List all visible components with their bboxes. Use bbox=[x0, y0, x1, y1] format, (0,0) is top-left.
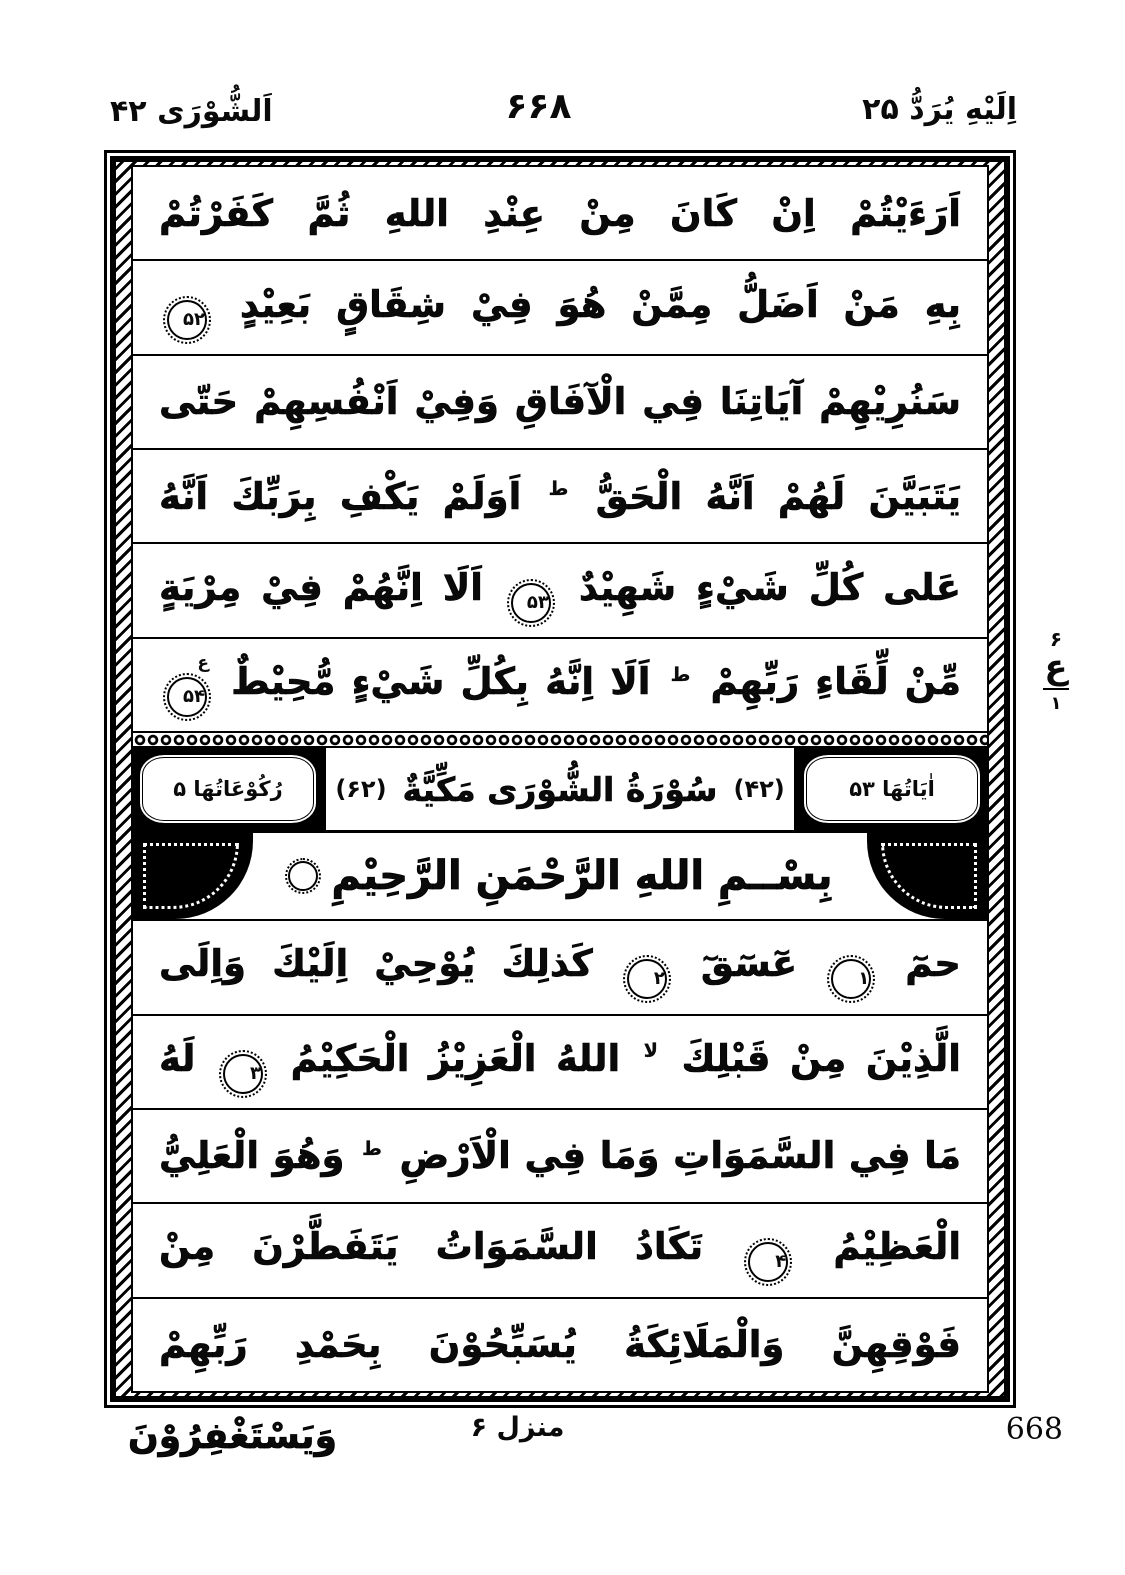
pause-mark: لا bbox=[643, 1040, 658, 1063]
ayah-text-segment: حمٓ bbox=[905, 942, 961, 986]
floral-corner-ornament bbox=[867, 833, 987, 919]
surah-title-panel bbox=[323, 748, 797, 830]
ayah-end-rosette: ۳ bbox=[223, 1054, 263, 1094]
ayah-text-segment: مَا فِي السَّمَوَاتِ وَمَا فِي الْاَرْضِ bbox=[399, 1134, 961, 1178]
ayah-line-row bbox=[133, 1204, 987, 1298]
text-block bbox=[131, 165, 989, 1393]
ayah-text-segment: وَهُوَ الْعَلِيُّ bbox=[159, 1134, 345, 1178]
ayah-text-segment: الْعَظِيْمُ bbox=[833, 1225, 961, 1269]
ruku-number-top: ۶ bbox=[1049, 627, 1063, 651]
page-number-arabic: ۶۶۸ bbox=[505, 86, 572, 127]
ayah-text bbox=[133, 1316, 987, 1373]
ayah-text bbox=[133, 373, 987, 430]
ayah-line-row bbox=[133, 544, 987, 638]
ayah-text-segment: لَهُ bbox=[159, 1036, 196, 1080]
rosette-number: ۵۴ bbox=[183, 685, 205, 707]
ruku-number-bottom: ۱ bbox=[1050, 693, 1062, 714]
surah-title: سُوْرَةُ الشُّوْرَى مَكِّيَّةٌ bbox=[402, 769, 718, 809]
ayah-text bbox=[133, 1030, 987, 1094]
ayah-text-segment: اَلَا اِنَّهُ بِكُلِّ شَيْءٍ مُّحِيْطٌ bbox=[231, 659, 651, 703]
ayah-line-row bbox=[133, 639, 987, 733]
pause-mark: ط bbox=[670, 663, 691, 686]
ayah-text-segment: فَوْقِهِنَّ وَالْمَلَائِكَةُ يُسَبِّحُوْنَ بِحَمْدِ رَبِّهِمْ bbox=[159, 1323, 961, 1367]
ayah-end-rosette-with-ruku bbox=[167, 652, 209, 717]
ayah-line-row bbox=[133, 167, 987, 261]
ayah-text-segment: الَّذِيْنَ مِنْ قَبْلِكَ bbox=[681, 1036, 961, 1080]
ayah-text-segment: اَوَلَمْ يَكْفِ بِرَبِّكَ اَنَّهُ bbox=[159, 474, 522, 518]
ayah-text bbox=[133, 1127, 987, 1184]
ayah-text bbox=[133, 276, 987, 340]
surah-number: (۴۲) bbox=[733, 775, 785, 804]
ayah-line-row bbox=[133, 356, 987, 450]
pause-mark: ط bbox=[362, 1138, 382, 1161]
bismillah-text bbox=[253, 833, 867, 919]
ayah-text bbox=[133, 653, 987, 717]
ayah-text-segment: كَذلِكَ يُوْحِيْ اِلَيْكَ وَاِلَى bbox=[159, 942, 593, 986]
ayah-line-row bbox=[133, 1110, 987, 1204]
margin-ruku-marker bbox=[1028, 628, 1084, 714]
pause-mark: ط bbox=[548, 478, 569, 501]
ayah-rosette-icon bbox=[288, 861, 318, 891]
ayah-text-segment: عٓسٓقٓ bbox=[700, 942, 798, 986]
ayah-text-segment: اَرَءَيْتُمْ اِنْ كَانَ مِنْ عِنْدِ اللهِ ثُمَّ كَفَرْتُمْ bbox=[159, 191, 961, 235]
ruku-ain-mark: ع bbox=[197, 652, 209, 673]
bismillah-band bbox=[133, 833, 987, 921]
revelation-order-number: (۶۲) bbox=[335, 775, 387, 804]
ayah-text bbox=[133, 935, 987, 999]
ayah-end-rosette: ۲ bbox=[627, 959, 667, 999]
floral-corner-ornament bbox=[133, 833, 253, 919]
rukuat-count-cartouche bbox=[133, 748, 323, 830]
bead-chain-ornament bbox=[133, 733, 987, 748]
ayah-text-segment: اللهُ الْعَزِيْزُ الْحَكِيْمُ bbox=[290, 1036, 621, 1080]
catchword: وَيَسْتَغْفِرُوْنَ bbox=[128, 1416, 337, 1457]
ayah-text-segment: سَنُرِيْهِمْ آيَاتِنَا فِي الْآفَاقِ وَفِيْ اَنْفُسِهِمْ حَتّى bbox=[159, 380, 961, 424]
ayah-text bbox=[133, 559, 987, 623]
running-head bbox=[60, 86, 1017, 144]
ayah-text-segment: اَلَا اِنَّهُمْ فِيْ مِرْيَةٍ bbox=[159, 565, 483, 609]
ayah-text-segment: بِهِ مَنْ اَضَلُّ مِمَّنْ هُوَ فِيْ شِقَاقٍ بَعِيْدٍ bbox=[239, 282, 961, 326]
frame-scroll-border bbox=[110, 156, 1010, 1402]
ayah-text-segment: يَتَبَيَّنَ لَهُمْ اَنَّهُ الْحَقُّ bbox=[595, 474, 961, 518]
ayah-end-rosette: ۵۲ bbox=[167, 300, 207, 340]
surah-band-cells bbox=[133, 748, 987, 830]
ayat-count-label: اٰيَاتُهَا ۵۳ bbox=[802, 753, 982, 825]
bismillah: بِسْــمِ اللهِ الرَّحْمَنِ الرَّحِيْمِ bbox=[331, 853, 833, 900]
surah-name-label: اَلشُّوْرَى ۴۲ bbox=[110, 94, 273, 129]
ayah-text-segment: مِّنْ لِّقَاءِ رَبِّهِمْ bbox=[710, 659, 961, 703]
ayah-text bbox=[133, 185, 987, 242]
manzil-label: منزل ۶ bbox=[470, 1412, 565, 1443]
juz-name-label: اِلَيْهِ يُرَدُّ ۲۵ bbox=[862, 92, 1017, 127]
ornamental-frame bbox=[104, 150, 1016, 1408]
ruku-divider-line bbox=[1043, 688, 1069, 690]
ayah-line-row bbox=[133, 1299, 987, 1391]
ayah-line-row bbox=[133, 450, 987, 544]
ayah-end-rosette: ۱ bbox=[831, 959, 871, 999]
ayat-count-cartouche bbox=[797, 748, 987, 830]
ruku-ain-glyph: ع bbox=[1044, 647, 1068, 687]
ayah-end-rosette: ۴ bbox=[748, 1242, 788, 1282]
ayah-line-row bbox=[133, 1016, 987, 1110]
ayah-end-rosette: ۵۳ bbox=[511, 583, 551, 623]
ayah-line-row bbox=[133, 261, 987, 355]
ayah-text bbox=[133, 468, 987, 525]
page-number: 668 bbox=[1005, 1412, 1063, 1447]
ayah-text bbox=[133, 1218, 987, 1282]
ayah-text-segment: عَلى كُلِّ شَيْءٍ شَهِيْدٌ bbox=[578, 565, 961, 609]
ayah-text-segment: تَكَادُ السَّمَوَاتُ يَتَفَطَّرْنَ مِنْ bbox=[159, 1225, 704, 1269]
surah-title-band bbox=[133, 733, 987, 833]
ayah-line-row bbox=[133, 921, 987, 1015]
rukuat-count-label: رُكُوْعَاتُهَا ۵ bbox=[138, 753, 318, 825]
